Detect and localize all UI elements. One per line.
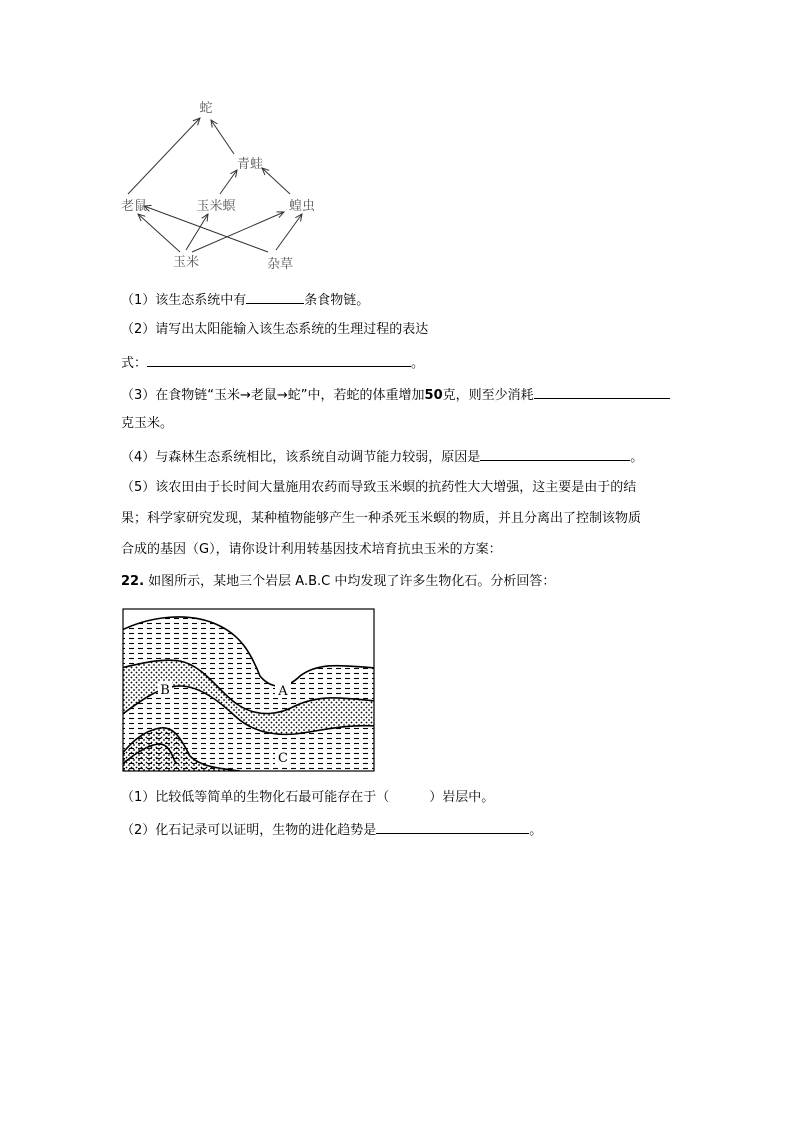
organism-weeds: 杂草 — [266, 257, 294, 272]
q22-part2-text: （2）化石记录可以证明，生物的进化趋势是 — [121, 823, 377, 838]
q22-part1-tail: ）岩层中。 — [429, 790, 495, 805]
arrow-frog-to-snake — [211, 120, 234, 154]
q21-part3-line2: 克玉米。 — [121, 416, 174, 431]
q21-part4 — [121, 447, 643, 467]
organism-mouse: 老鼠 — [120, 199, 148, 214]
answer-blank[interactable] — [480, 447, 630, 461]
organism-locust: 蝗虫 — [288, 199, 316, 214]
q21-part2-line1: （2）请写出太阳能输入该生态系统的生理过程的表达 — [121, 322, 429, 337]
answer-blank[interactable] — [147, 353, 411, 367]
q22-part2 — [121, 820, 542, 840]
organism-corn-borer: 玉米螟 — [196, 199, 236, 214]
layer-label-a: A — [278, 684, 288, 699]
q21-part1-text: （1）该生态系统中有 — [121, 293, 247, 308]
q21-part3-line1 — [121, 385, 670, 405]
question-number: 22. — [121, 574, 145, 589]
organism-frog: 青蛙 — [236, 157, 264, 172]
arrow-corn-to-cornborer — [186, 214, 208, 250]
food-web-diagram — [110, 98, 350, 278]
q22-stem-text: 如图所示，某地三个岩层 A.B.C 中均发现了许多生物化石。分析回答： — [148, 574, 556, 589]
q21-part2-tail: 。 — [411, 356, 425, 371]
q22-stem — [121, 573, 555, 591]
layer-label-c: C — [278, 751, 288, 766]
q21-part5-line3: 合成的基因（G），请你设计利用转基因技术培育抗虫玉米的方案： — [121, 542, 502, 557]
q21-part1 — [121, 290, 369, 310]
arrow-corn-to-mouse — [138, 214, 180, 252]
answer-blank[interactable] — [534, 385, 670, 399]
organism-snake: 蛇 — [199, 101, 213, 116]
q21-part4-tail: 。 — [630, 450, 644, 465]
q21-part3-text: （3）在食物链“玉米→老鼠→蛇”中，若蛇的体重增加 — [121, 388, 425, 403]
arrow-mouse-to-snake — [128, 118, 200, 194]
answer-blank[interactable] — [246, 290, 304, 304]
layer-label-b: B — [160, 683, 170, 698]
q21-part2-line2 — [121, 353, 424, 373]
q22-part2-tail: 。 — [529, 823, 543, 838]
organism-corn: 玉米 — [172, 255, 200, 270]
q21-part5-line2: 果；科学家研究发现，某种植物能够产生一种杀死玉米螟的物质，并且分离出了控制该物质 — [121, 511, 642, 526]
q21-part3-text2: 克，则至少消耗 — [442, 388, 534, 403]
q21-part3-number: 50 — [424, 388, 443, 403]
q21-part4-text: （4）与森林生态系统相比，该系统自动调节能力较弱，原因是 — [121, 450, 481, 465]
arrow-cornborer-to-frog — [220, 170, 237, 194]
q22-part1 — [121, 789, 494, 807]
arrow-locust-to-frog — [262, 168, 290, 194]
rock-strata-diagram — [120, 606, 376, 774]
q21-part5-line1: （5）该农田由于长时间大量施用农药而导致玉米螟的抗药性大大增强，这主要是由于的结 — [121, 480, 637, 495]
arrow-weeds-to-locust — [276, 214, 302, 250]
answer-blank[interactable] — [376, 820, 529, 834]
q21-part2-label: 式： — [121, 356, 148, 371]
q22-part1-text: （1）比较低等简单的生物化石最可能存在于（ — [121, 790, 390, 805]
q21-part1-tail: 条食物链。 — [304, 293, 370, 308]
